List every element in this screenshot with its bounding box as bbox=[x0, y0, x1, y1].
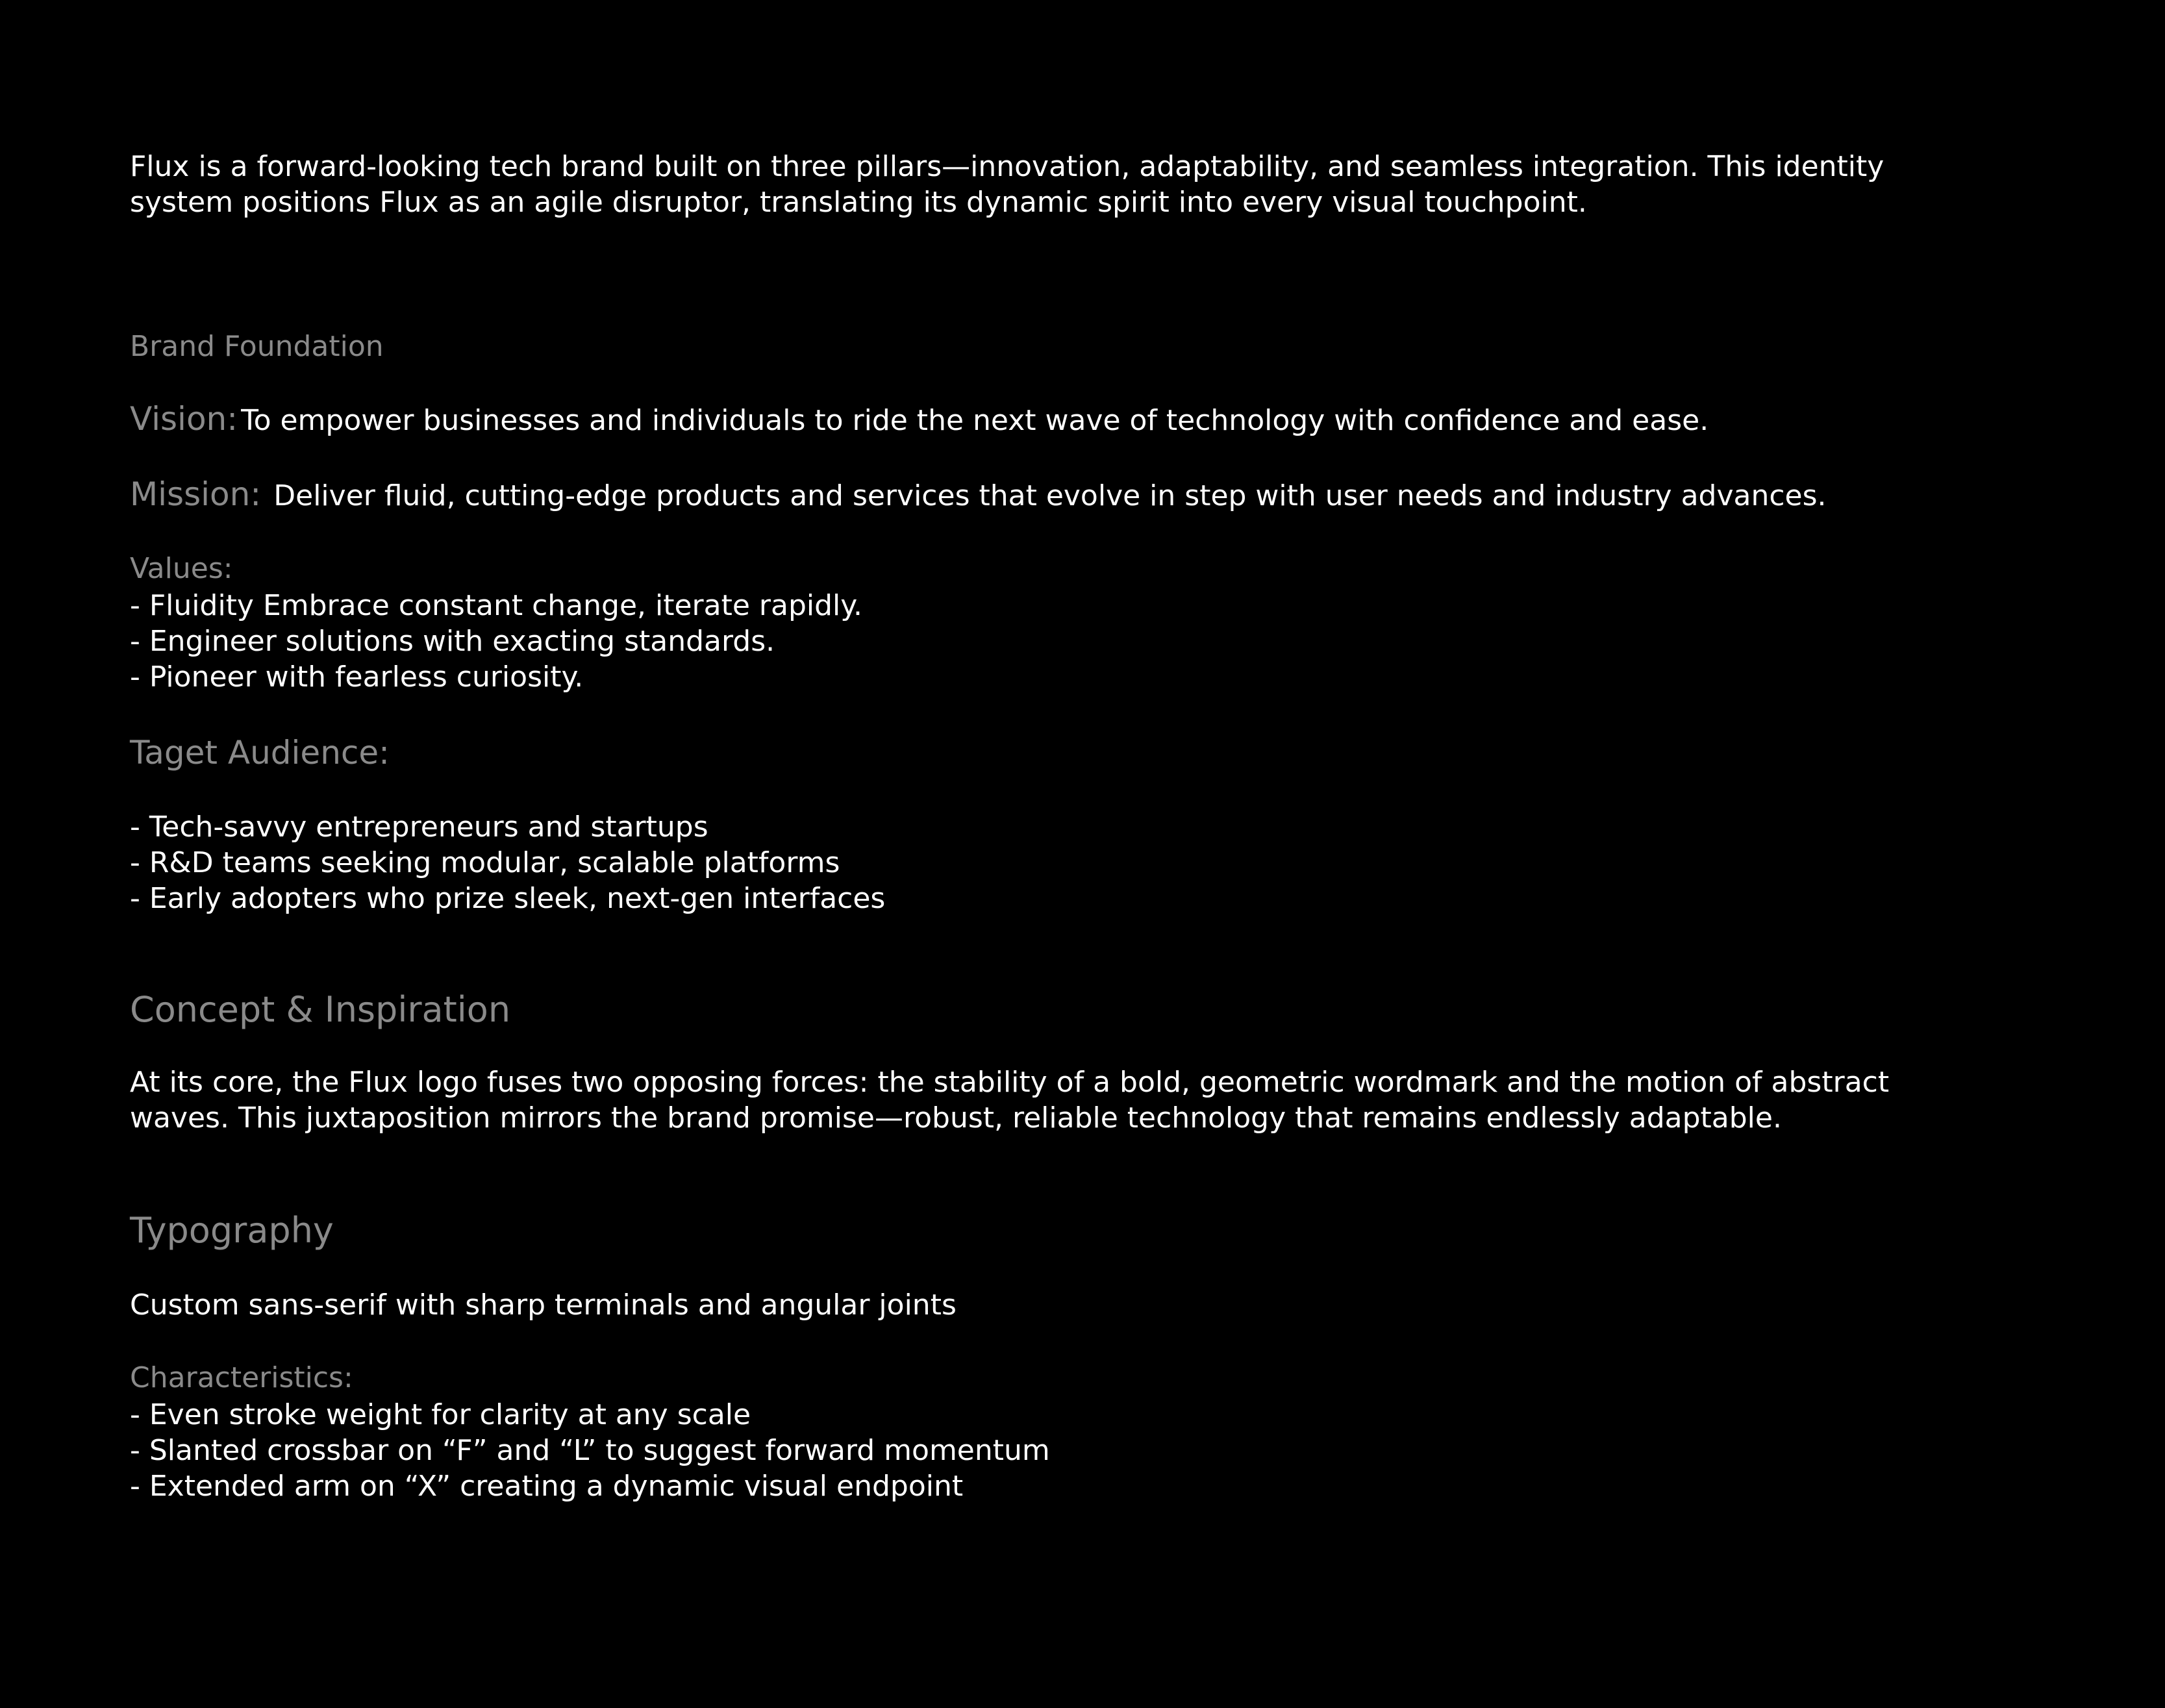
characteristics-item: - Even stroke weight for clarity at any scale bbox=[130, 1398, 751, 1431]
characteristics-item: - Slanted crossbar on “F” and “L” to suggest forward momentum bbox=[130, 1434, 1050, 1467]
values-item: - Pioneer with fearless curiosity. bbox=[130, 660, 584, 694]
mission-label: Mission: bbox=[130, 475, 262, 513]
intro-line-2: system positions Flux as an agile disruptor, translating its dynamic spirit into every visual touchpoint. bbox=[130, 186, 1587, 219]
concept-heading: Concept & Inspiration bbox=[130, 989, 511, 1030]
mission-text: Deliver fluid, cutting-edge products and services that evolve in step with user needs and industry advances. bbox=[273, 479, 1827, 512]
characteristics-label: Characteristics: bbox=[130, 1361, 353, 1394]
vision-row bbox=[130, 400, 1709, 438]
vision-label: Vision: bbox=[130, 400, 238, 438]
values-item: - Engineer solutions with exacting standards. bbox=[130, 625, 775, 658]
typography-description: Custom sans-serif with sharp terminals and angular joints bbox=[130, 1288, 957, 1322]
values-label: Values: bbox=[130, 552, 233, 585]
target-audience-heading: Taget Audience: bbox=[130, 734, 390, 772]
audience-item: - Early adopters who prize sleek, next-gen interfaces bbox=[130, 882, 886, 915]
audience-item: - Tech-savvy entrepreneurs and startups bbox=[130, 810, 708, 844]
brand-foundation-heading: Brand Foundation bbox=[130, 330, 384, 363]
vision-text: To empower businesses and individuals to ride the next wave of technology with confidence and ease. bbox=[241, 404, 1709, 437]
typography-heading: Typography bbox=[130, 1210, 334, 1251]
intro-line-1: Flux is a forward-looking tech brand built on three pillars—innovation, adaptability, and seamless integration. This identity bbox=[130, 150, 1884, 183]
concept-line-2: waves. This juxtaposition mirrors the brand promise—robust, reliable technology that remains endlessly adaptable. bbox=[130, 1101, 1782, 1135]
concept-line-1: At its core, the Flux logo fuses two opposing forces: the stability of a bold, geometric wordmark and the motion of abstract bbox=[130, 1066, 1890, 1099]
values-item: - Fluidity Embrace constant change, iterate rapidly. bbox=[130, 589, 863, 622]
mission-row bbox=[130, 475, 1827, 513]
audience-item: - R&D teams seeking modular, scalable platforms bbox=[130, 846, 840, 879]
characteristics-item: - Extended arm on “X” creating a dynamic visual endpoint bbox=[130, 1470, 964, 1503]
